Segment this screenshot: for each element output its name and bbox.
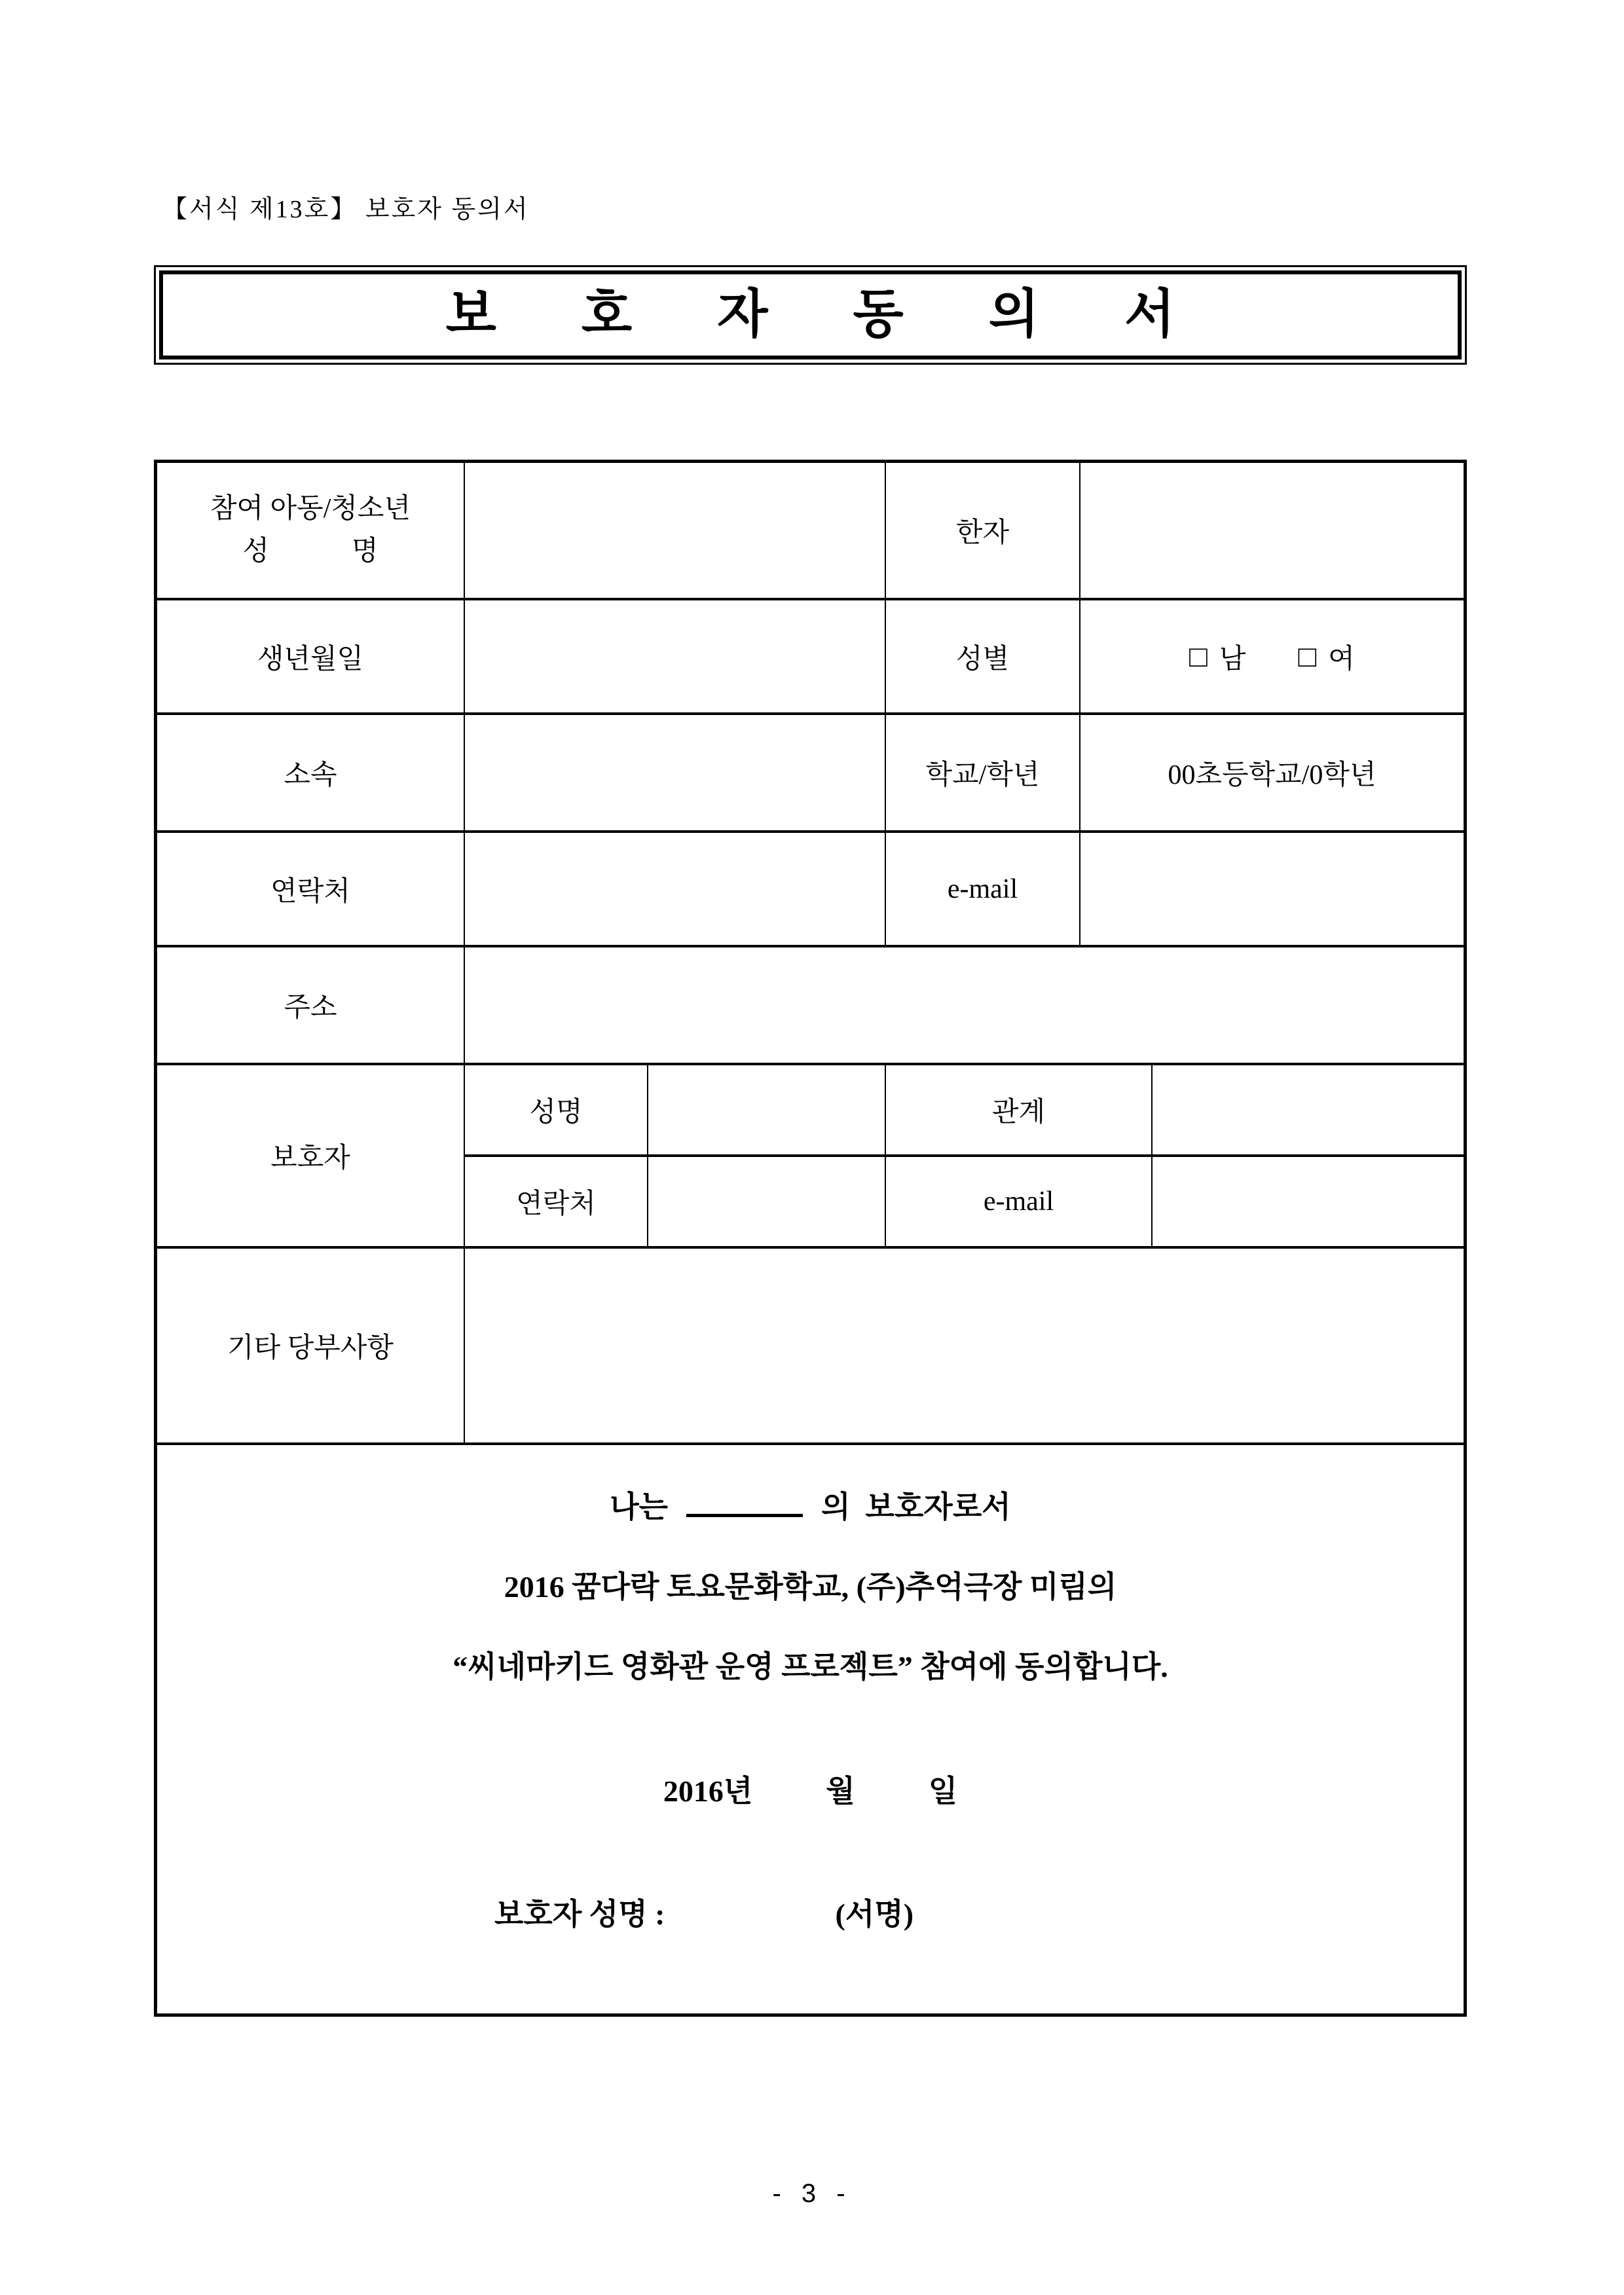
- etc-label: 기타 당부사항: [157, 1249, 465, 1442]
- participant-label-line2: 성 명: [242, 536, 378, 566]
- address-input[interactable]: [465, 947, 1464, 1063]
- consent-line1-prefix: 나는: [610, 1490, 669, 1524]
- signature-mark-label: (서명): [835, 1898, 914, 1931]
- guardian-contact-label: 연락처: [465, 1157, 648, 1246]
- table-row-contact: [157, 833, 1464, 947]
- consent-line1-suffix: 의 보호자로서: [821, 1490, 1011, 1524]
- page-title: 보 호 자 동 의 서: [445, 286, 1211, 344]
- school-grade-value: 00초등학교/0학년: [1168, 760, 1376, 790]
- guardian-signature-label: 보호자 성명 :: [494, 1898, 665, 1931]
- hanja-label: 한자: [886, 463, 1080, 598]
- guardian-contact-input[interactable]: [648, 1157, 886, 1246]
- checkbox-male-icon[interactable]: □: [1189, 639, 1208, 673]
- table-row-etc: [157, 1249, 1464, 1445]
- consent-date-line: [663, 1767, 957, 1810]
- gender-option-female[interactable]: [1299, 637, 1355, 676]
- date-year: 2016년: [663, 1774, 753, 1808]
- gender-label: 성별: [886, 600, 1080, 712]
- participant-name-input[interactable]: [465, 463, 886, 598]
- address-label: 주소: [157, 947, 465, 1063]
- participant-label-line1: 참여 아동/청소년: [210, 493, 411, 524]
- guardian-name-input[interactable]: [648, 1065, 886, 1154]
- checkbox-female-icon[interactable]: □: [1298, 639, 1317, 673]
- email-label: e-mail: [886, 833, 1080, 945]
- gender-option-male[interactable]: [1189, 637, 1246, 676]
- date-month-blank[interactable]: 월: [826, 1774, 855, 1808]
- contact-input[interactable]: [465, 833, 886, 945]
- consent-line2: 2016 꿈다락 토요문화학교, (주)추억극장 미림의: [504, 1570, 1117, 1604]
- guardian-subrow-contact: [465, 1157, 1464, 1246]
- name-blank-field[interactable]: [686, 1514, 803, 1517]
- gender-female-label: 여: [1328, 644, 1355, 674]
- affiliation-input[interactable]: [465, 715, 886, 830]
- guardian-relation-input[interactable]: [1153, 1065, 1464, 1154]
- guardian-email-input[interactable]: [1153, 1157, 1464, 1246]
- page-number: - 3 -: [772, 2179, 852, 2208]
- birthdate-input[interactable]: [465, 600, 886, 712]
- contact-label: 연락처: [157, 833, 465, 945]
- gender-options: [1080, 600, 1464, 712]
- title-box-inner: [159, 270, 1462, 359]
- table-row-address: [157, 947, 1464, 1065]
- etc-notes-input[interactable]: [465, 1249, 1464, 1442]
- affiliation-label: 소속: [157, 715, 465, 830]
- guardian-label: 보호자: [157, 1065, 465, 1246]
- hanja-input[interactable]: [1080, 463, 1464, 598]
- signature-line: [494, 1890, 913, 1934]
- date-day-blank[interactable]: 일: [928, 1774, 958, 1808]
- table-row-guardian: [157, 1065, 1464, 1249]
- school-grade-label: 학교/학년: [886, 715, 1080, 830]
- guardian-subrow-name: [465, 1065, 1464, 1157]
- guardian-email-label: e-mail: [886, 1157, 1153, 1246]
- consent-line3: “씨네마키드 영화관 운영 프로젝트” 참여에 동의합니다.: [452, 1650, 1168, 1683]
- consent-line1: [610, 1483, 1011, 1526]
- participant-name-label: [157, 463, 465, 598]
- guardian-subtable: [465, 1065, 1464, 1246]
- email-input[interactable]: [1080, 833, 1464, 945]
- form-number-label: 【서식 제13호】 보호자 동의서: [162, 196, 530, 223]
- table-row-participant: [157, 463, 1464, 600]
- guardian-name-label: 성명: [465, 1065, 648, 1154]
- consent-section: [157, 1445, 1464, 2013]
- title-box: [154, 265, 1467, 365]
- birthdate-label: 생년월일: [157, 600, 465, 712]
- consent-form-table: [154, 460, 1467, 2017]
- table-row-birth-gender: [157, 600, 1464, 715]
- gender-male-label: 남: [1219, 644, 1246, 674]
- guardian-relation-label: 관계: [886, 1065, 1153, 1154]
- table-row-affiliation: [157, 715, 1464, 833]
